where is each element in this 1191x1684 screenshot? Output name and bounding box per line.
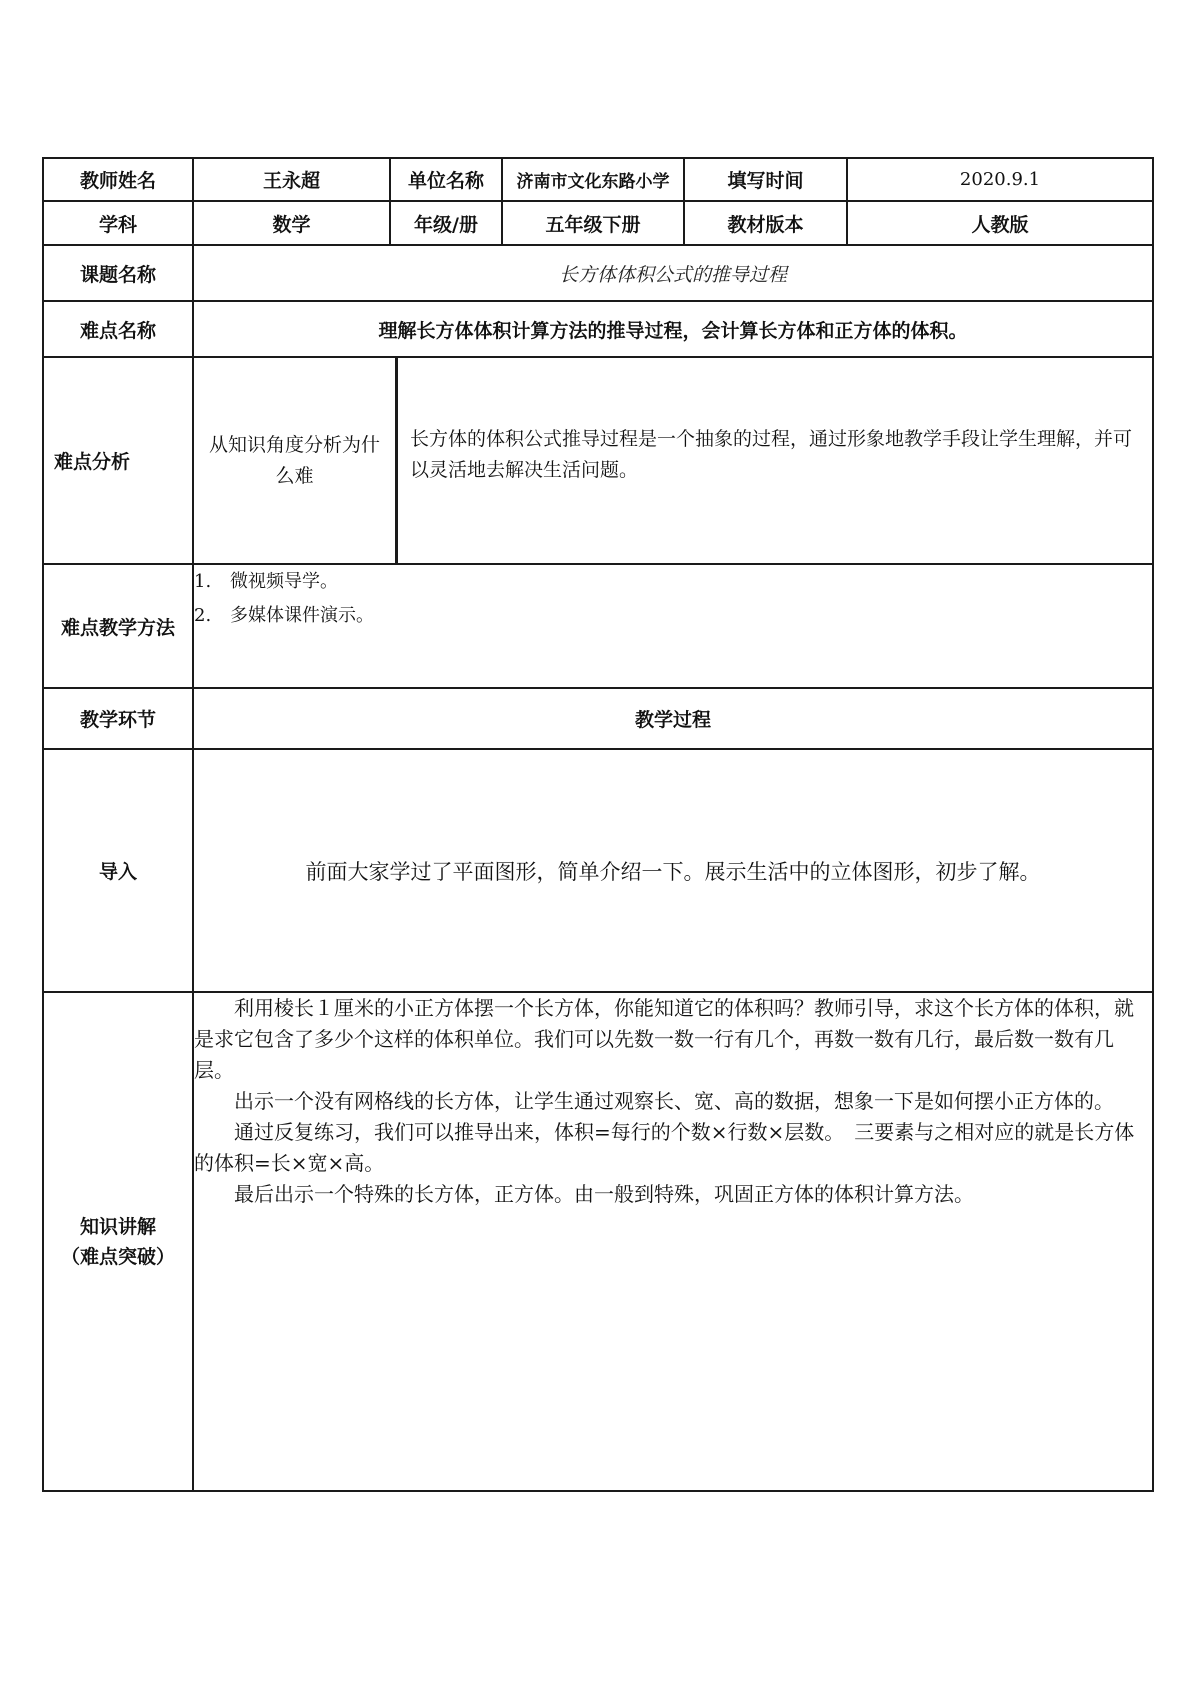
topic-value: 长方体体积公式的推导过程 xyxy=(193,245,1153,301)
difficulty-row xyxy=(43,301,1153,357)
unit-name-label: 单位名称 xyxy=(390,158,502,201)
intro-row xyxy=(43,749,1153,992)
header-row-1 xyxy=(43,158,1153,201)
teacher-name-label: 教师姓名 xyxy=(43,158,193,201)
intro-text: 前面大家学过了平面图形，简单介绍一下。展示生活中的立体图形，初步了解。 xyxy=(193,749,1153,992)
grade-label: 年级/册 xyxy=(390,201,502,245)
knowledge-label xyxy=(43,992,193,1491)
knowledge-row xyxy=(43,992,1153,1491)
stage-label: 教学环节 xyxy=(43,688,193,749)
methods-list xyxy=(193,564,1153,688)
teacher-name-value: 王永超 xyxy=(193,158,390,201)
process-header-row xyxy=(43,688,1153,749)
intro-label: 导入 xyxy=(43,749,193,992)
edition-label: 教材版本 xyxy=(684,201,847,245)
methods-item: 2. 多媒体课件演示。 xyxy=(194,605,374,626)
lesson-plan-table xyxy=(42,157,1154,1492)
fill-time-label: 填写时间 xyxy=(684,158,847,201)
analysis-row xyxy=(43,357,1153,564)
subject-label: 学科 xyxy=(43,201,193,245)
topic-row xyxy=(43,245,1153,301)
knowledge-text xyxy=(193,992,1153,1491)
knowledge-label-line2: （难点突破） xyxy=(60,1245,175,1268)
knowledge-paragraph: 最后出示一个特殊的长方体，正方体。由一般到特殊，巩固正方体的体积计算方法。 xyxy=(234,1182,974,1206)
grade-value: 五年级下册 xyxy=(502,201,684,245)
unit-name-value: 济南市文化东路小学 xyxy=(502,158,684,201)
knowledge-paragraph: 出示一个没有网格线的长方体，让学生通过观察长、宽、高的数据，想象一下是如何摆小正方体的。 xyxy=(234,1089,1114,1113)
knowledge-label-line1: 知识讲解 xyxy=(79,1215,156,1238)
edition-value: 人教版 xyxy=(847,201,1153,245)
analysis-text: 长方体的体积公式推导过程是一个抽象的过程，通过形象地教学手段让学生理解，并可以灵活地去解决生活问题。 xyxy=(410,428,1133,481)
methods-row xyxy=(43,564,1153,688)
knowledge-paragraph: 通过反复练习，我们可以推导出来，体积=每行的个数×行数×层数。 三要素与之相对应的就是长方体的体积=长×宽×高。 xyxy=(194,1120,1135,1175)
difficulty-label: 难点名称 xyxy=(43,301,193,357)
difficulty-value: 理解长方体体积计算方法的推导过程，会计算长方体和正方体的体积。 xyxy=(193,301,1153,357)
methods-label: 难点教学方法 xyxy=(43,564,193,688)
analysis-label: 难点分析 xyxy=(43,357,193,564)
process-label: 教学过程 xyxy=(193,688,1153,749)
analysis-sub-label: 从知识角度分析为什么难 xyxy=(194,358,398,563)
methods-item: 1. 微视频导学。 xyxy=(194,571,338,592)
analysis-cell xyxy=(193,357,1153,564)
header-row-2 xyxy=(43,201,1153,245)
knowledge-paragraph: 利用棱长１厘米的小正方体摆一个长方体，你能知道它的体积吗？教师引导，求这个长方体的体积，就是求它包含了多少个这样的体积单位。我们可以先数一数一行有几个，再数一数有几行，最后数一数有几层。 xyxy=(194,996,1134,1082)
fill-time-value: 2020.9.1 xyxy=(847,158,1153,201)
subject-value: 数学 xyxy=(193,201,390,245)
topic-label: 课题名称 xyxy=(43,245,193,301)
